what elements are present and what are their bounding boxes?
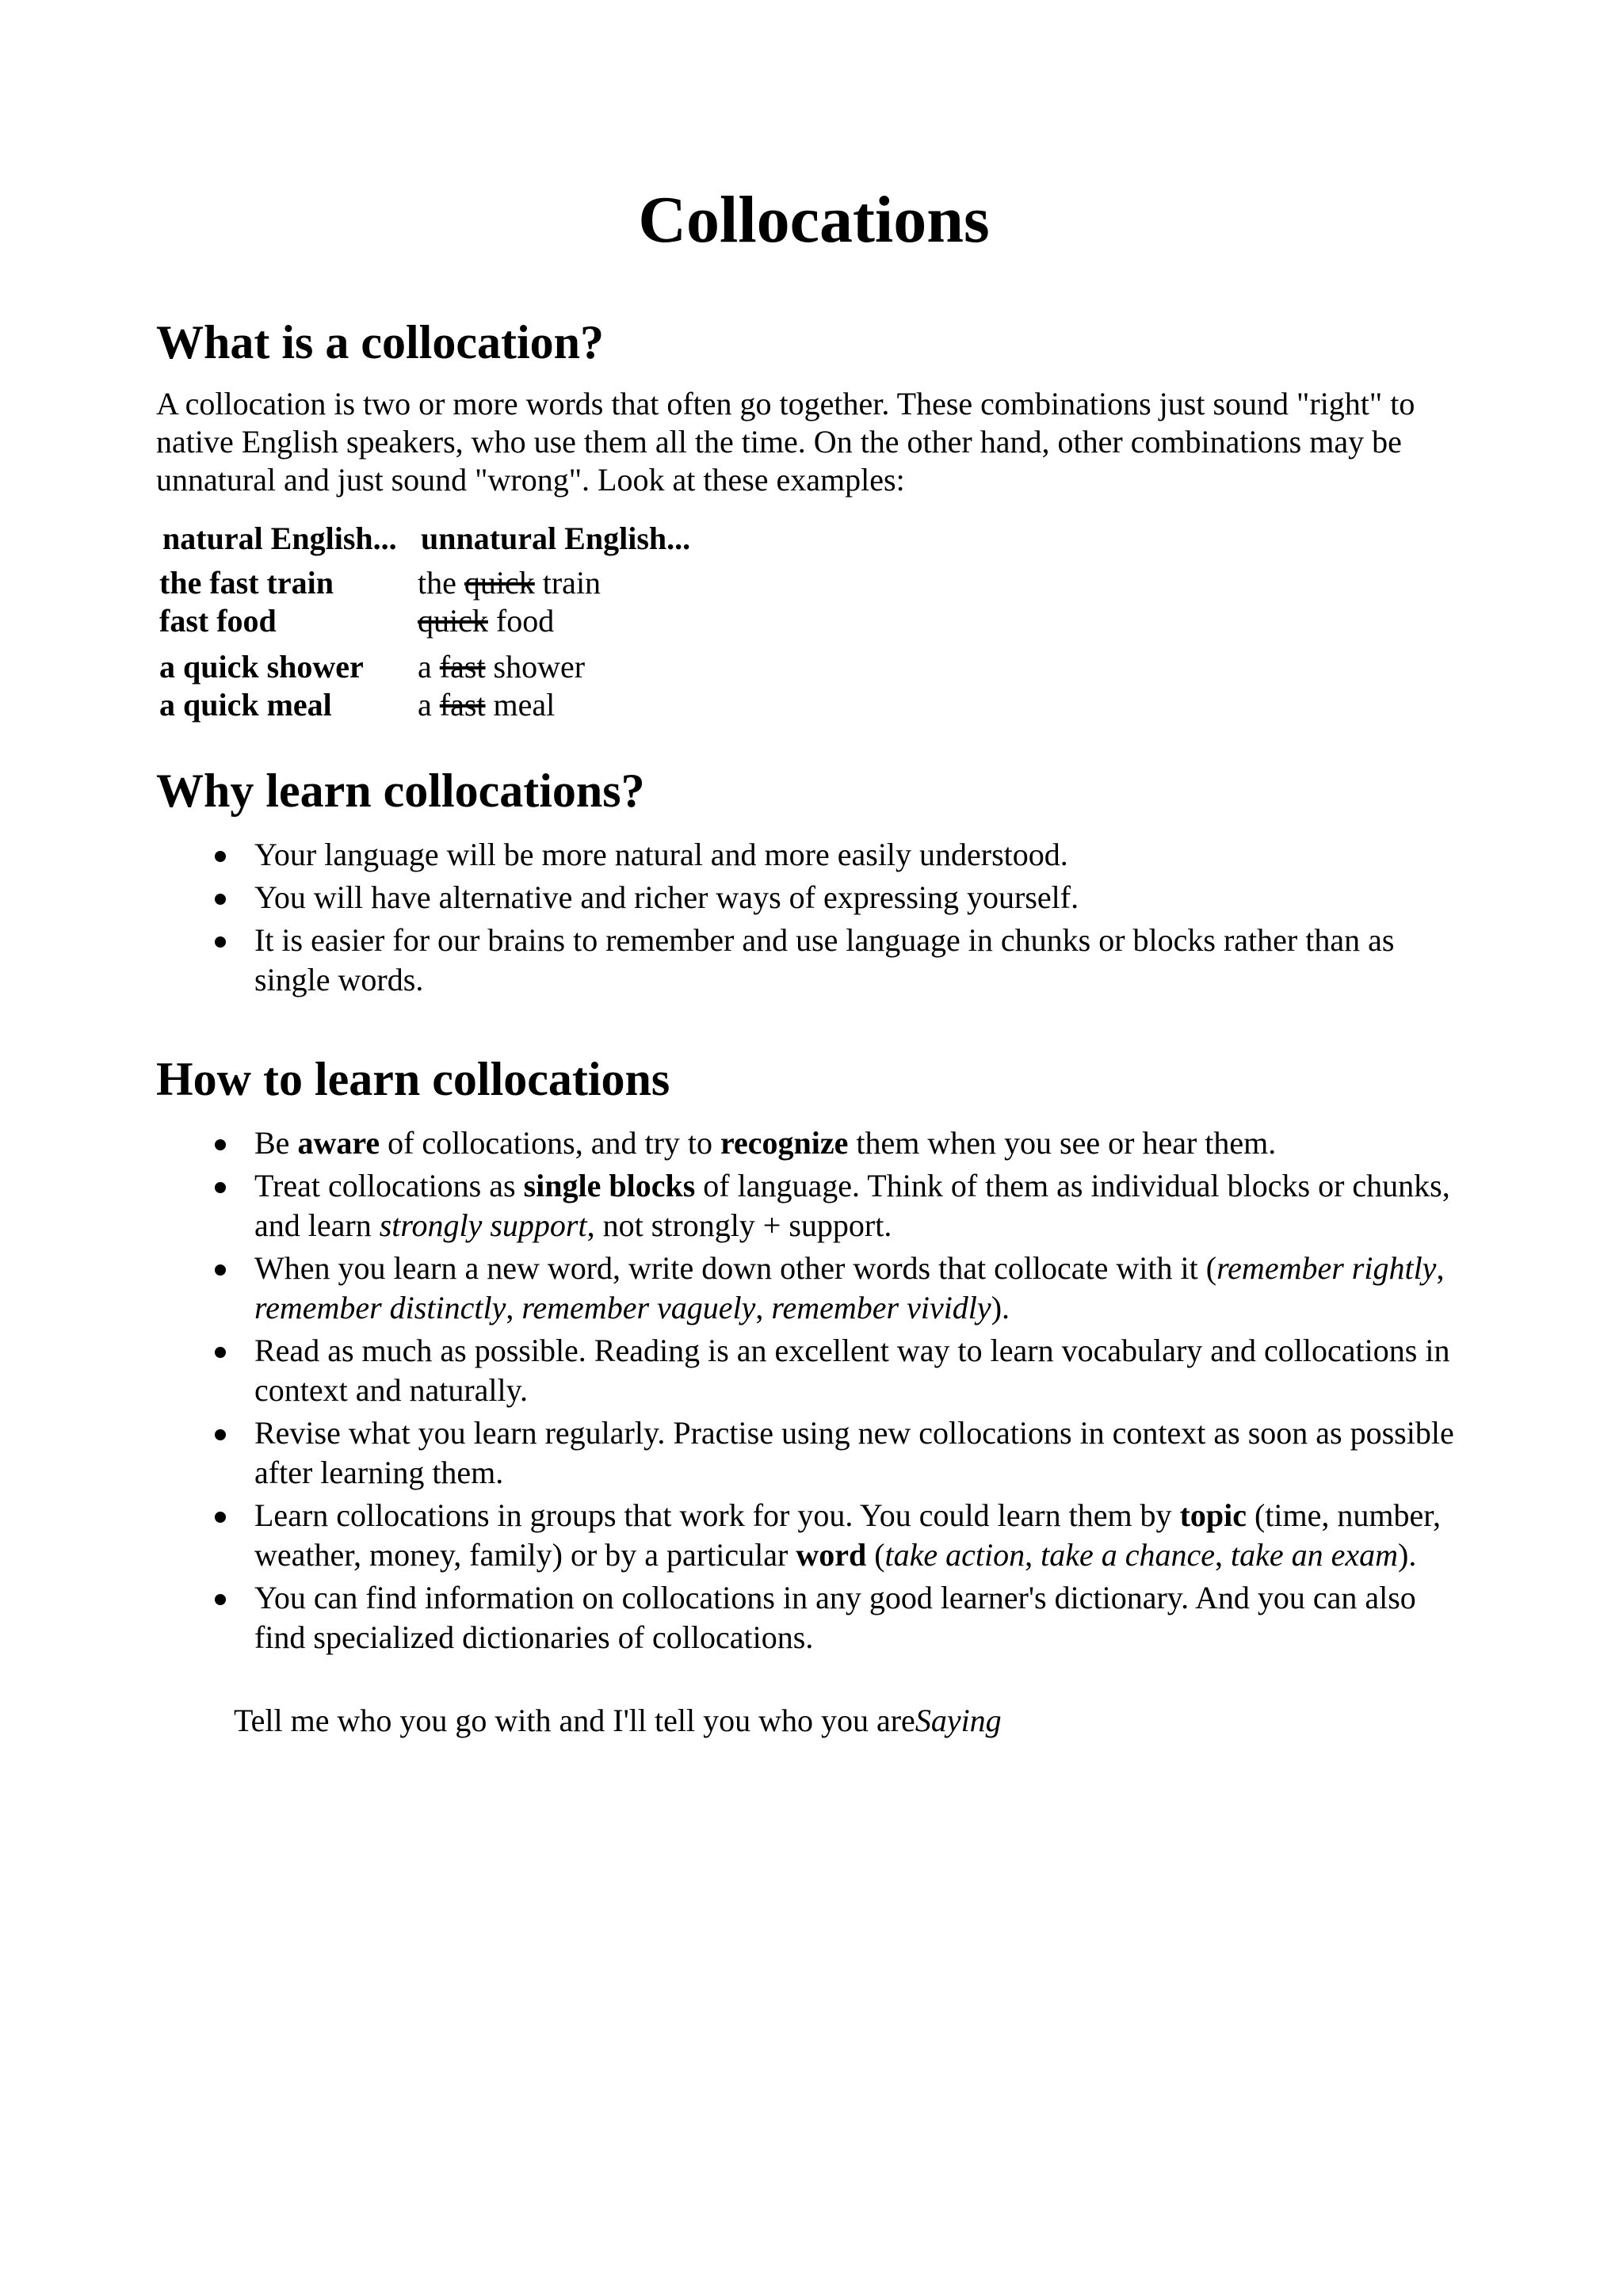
page-title: Collocations [638,183,990,257]
unnatural-example: a fast meal [418,687,556,723]
list-item: Revise what you learn regularly. Practise using new collocations in context as soon as possible after learning them. [156,1413,1472,1493]
intro-paragraph: A collocation is two or more words that often go together. These combinations just sound "right" to native English speakers, who use them all the time. On the other hand, other combinations may be unnatural and just sound "wrong". Look at these examples: [156,386,1415,498]
unnatural-header: unnatural English... [421,521,691,556]
bullet-icon [215,1182,226,1193]
bullet-icon [215,851,226,862]
how-list [156,1123,1472,1661]
bullet-icon [215,1139,226,1150]
unnatural-example: a fast shower [418,649,586,685]
section-heading-how: How to learn collocations [156,1053,670,1105]
bullet-icon [215,1594,226,1605]
section-heading-what: What is a collocation? [156,316,604,368]
list-item: You will have alternative and richer ways of expressing yourself. [156,878,1472,917]
bullet-icon [215,894,226,905]
list-item: Learn collocations in groups that work for you. You could learn them by topic (time, number, weather, money, family) or by a particular word (take action, take a chance, take an exam). [156,1496,1472,1575]
unnatural-example: the quick train [418,565,601,601]
natural-header: natural English... [162,521,397,556]
list-item: Be aware of collocations, and try to recognize them when you see or hear them. [156,1123,1472,1163]
bullet-icon [215,1429,226,1440]
bullet-icon [215,1264,226,1276]
list-item: When you learn a new word, write down other words that collocate with it (remember rightly, remember distinctly, remember vaguely, remember vividly). [156,1249,1472,1328]
unnatural-example: quick food [418,603,555,639]
natural-example: a quick meal [159,687,332,723]
bullet-icon [215,1512,226,1523]
struck-word: fast [439,649,486,685]
natural-example: fast food [159,603,277,639]
bullet-icon [215,1347,226,1358]
list-item: Your language will be more natural and more easily understood. [156,835,1472,875]
why-list [156,835,1472,1003]
struck-word: quick [464,565,535,601]
bullet-icon [215,936,226,948]
natural-example: a quick shower [159,649,364,685]
section-heading-why: Why learn collocations? [156,765,645,817]
list-item: Treat collocations as single blocks of language. Think of them as individual blocks or chunks, and learn strongly support, not strongly + support. [156,1166,1472,1245]
struck-word: quick [418,603,488,639]
natural-example: the fast train [159,565,334,601]
list-item: It is easier for our brains to remember and use language in chunks or blocks rather than as single words. [156,921,1472,1000]
quote-text: Tell me who you go with and I'll tell you who you are [234,1703,915,1738]
list-item: You can find information on collocations in any good learner's dictionary. And you can also find specialized dictionaries of collocations. [156,1578,1472,1657]
struck-word: fast [439,687,486,723]
list-item: Read as much as possible. Reading is an excellent way to learn vocabulary and collocations in context and naturally. [156,1331,1472,1410]
quote-source: Saying [915,1703,1002,1738]
closing-quote [234,1702,1002,1739]
